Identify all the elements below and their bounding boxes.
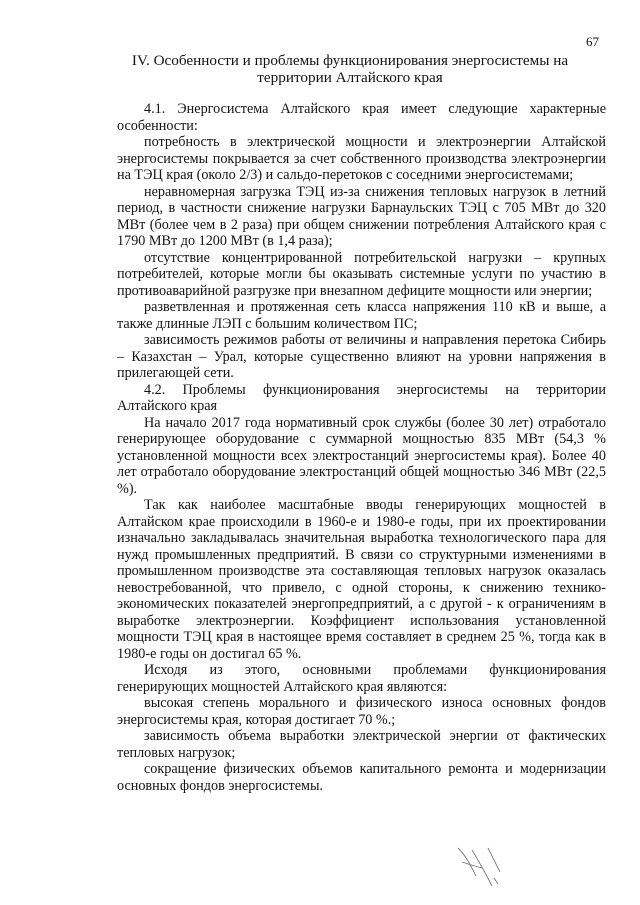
- paragraph: неравномерная загрузка ТЭЦ из-за снижения тепловых нагрузок в летний период, в частности снижение нагрузки Барнаульских ТЭЦ с 705 МВт до 320 МВт (более чем в 2 раза) при общем снижении потребления Алтайского края с 1790 МВт до 1200 МВт (в 1,4 раза);: [117, 183, 606, 249]
- paragraph: Исходя из этого, основными проблемами функционирования генерирующих мощностей Алтайского края являются:: [117, 662, 606, 695]
- page-number: 67: [586, 34, 599, 49]
- paragraph: отсутствие концентрированной потребительской нагрузки – крупных потребителей, которые могли бы оказывать системные услуги по участию в противоаварийной разгрузке при внезапном дефиците мощности или энергии;: [117, 249, 606, 299]
- paragraph: сокращение физических объемов капитального ремонта и модернизации основных фондов энергосистемы.: [117, 761, 606, 794]
- paragraph: высокая степень морального и физического износа основных фондов энергосистемы края, которая достигает 70 %.;: [117, 695, 606, 728]
- document-body: [117, 101, 606, 794]
- paragraph: зависимость объема выработки электрической энергии от фактических тепловых нагрузок;: [117, 728, 606, 761]
- paragraph: На начало 2017 года нормативный срок службы (более 30 лет) отработало генерирующее оборудование с суммарной мощностью 835 МВт (54,3 % установленной мощности всех электростанций энергосистемы края). Более 40 лет отработало оборудование электростанций общей мощностью 346 МВт (22,5 %).: [117, 414, 606, 497]
- paragraph: разветвленная и протяженная сеть класса напряжения 110 кВ и выше, а также длинные ЛЭП с большим количеством ПС;: [117, 299, 606, 332]
- section-title: IV. Особенности и проблемы функционирования энергосистемы на территории Алтайского края: [131, 52, 569, 86]
- paragraph: зависимость режимов работы от величины и направления перетока Сибирь – Казахстан – Урал, которые существенно влияют на уровни напряжения в прилегающей сети.: [117, 332, 606, 381]
- paragraph: Так как наиболее масштабные вводы генерирующих мощностей в Алтайском крае происходили в 1960-е и 1980-е годы, при их проектировании изначально закладывалась значительная выработка технологического пара для нужд промышленных предприятий. В связи со структурными изменениями в промышленном производстве эта составляющая тепловых нагрузок оказалась невостребованной, что привело, с одной стороны, к снижению технико-экономических показателей энергопредприятий, а с другой - к ограничениям в выработке электроэнергии. Коэффициент использования установленной мощности ТЭЦ края в настоящее время составляет в среднем 25 %, тогда как в 1980-е годы он достигал 65 %.: [117, 497, 606, 662]
- paragraph: потребность в электрической мощности и электроэнергии Алтайской энергосистемы покрывается за счет собственного производства электроэнергии на ТЭЦ края (около 2/3) и сальдо-перетоков с соседними энергосистемами;: [117, 134, 606, 183]
- paragraph: 4.2. Проблемы функционирования энергосистемы на территории Алтайского края: [117, 381, 606, 414]
- signature-mark: [448, 842, 518, 894]
- paragraph: 4.1. Энергосистема Алтайского края имеет следующие характерные особенности:: [117, 101, 606, 134]
